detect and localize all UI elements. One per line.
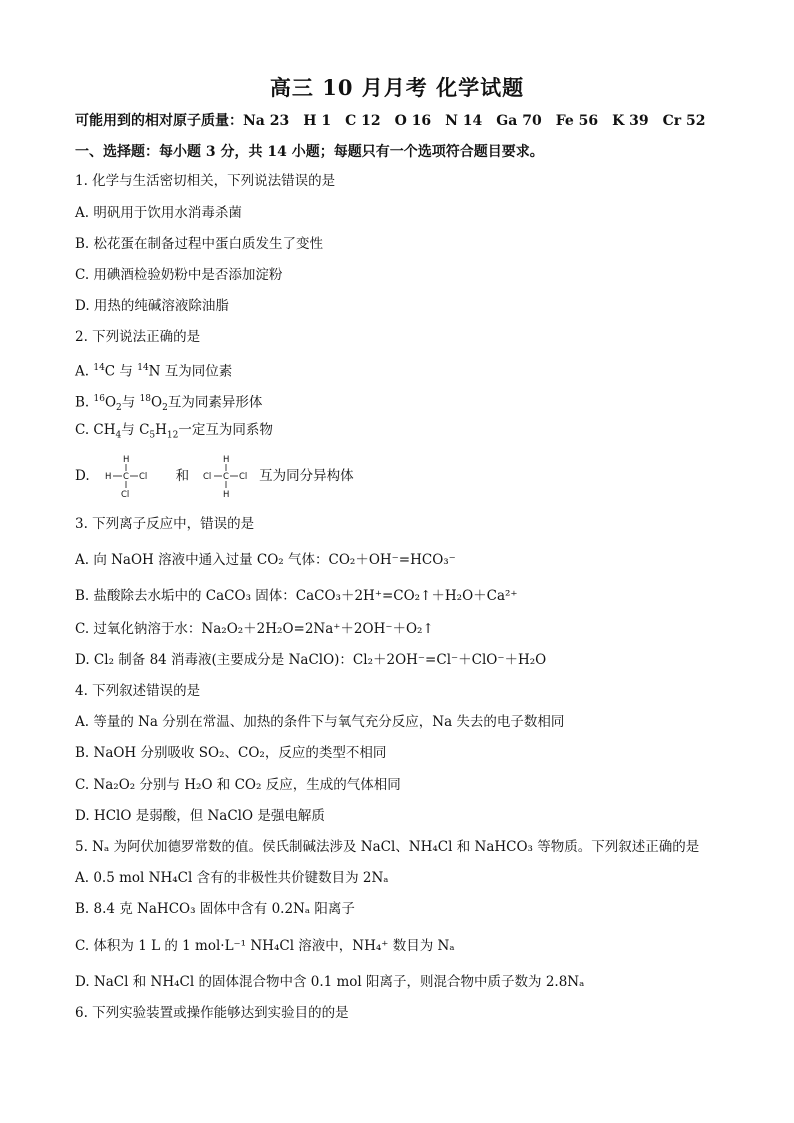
- atomic-mass: O 16: [394, 113, 432, 129]
- atom-cl: Cl: [138, 472, 147, 482]
- structural-formula: [203, 453, 253, 499]
- question-5-option-b: B. 8.4 克 NaHCO₃ 固体中含有 0.2Nₐ 阳离子: [75, 901, 355, 917]
- question-2-option-a: A. $^{14}$C 与 $^{14}$N 互为同位素: [75, 363, 233, 380]
- atom-cl: Cl: [203, 472, 212, 482]
- atom-h: H: [122, 455, 130, 465]
- atom-h: H: [223, 490, 230, 499]
- atom-cl: Cl: [120, 490, 129, 499]
- question-2-option-b: B. $^{16}O_2$与 $^{18}O_2$互为同素异形体: [75, 394, 263, 414]
- structure-dichloromethane-1: [104, 453, 162, 499]
- structure-dichloromethane-2: [203, 453, 253, 499]
- question-4-option-a: A. 等量的 Na 分别在常温、加热的条件下与氧气充分反应，Na 失去的电子数相同: [75, 714, 565, 730]
- atomic-mass: H 1: [303, 113, 332, 129]
- atomic-mass: Ga 70: [496, 113, 542, 129]
- question-3-stem: 3. 下列离子反应中，错误的是: [75, 516, 255, 532]
- atomic-mass: Cr 52: [662, 113, 706, 129]
- page-title: 高三 10 月月考 化学试题: [269, 75, 525, 100]
- atomic-mass: Fe 56: [555, 113, 599, 129]
- atom-cl: Cl: [239, 472, 248, 482]
- question-6-stem: 6. 下列实验装置或操作能够达到实验目的的是: [75, 1005, 349, 1021]
- question-5-option-d: D. NaCl 和 NH₄Cl 的固体混合物中含 0.1 mol 阳离子，则混合物中质子数为 2.8Nₐ: [75, 974, 585, 990]
- question-3-option-c: C. 过氧化钠溶于水：Na₂O₂＋2H₂O=2Na⁺＋2OH⁻＋O₂↑: [75, 621, 434, 637]
- atomic-masses-label: 可能用到的相对原子质量：: [75, 113, 243, 129]
- question-3-option-b: B. 盐酸除去水垢中的 CaCO₃ 固体：CaCO₃＋2H⁺=CO₂↑＋H₂O＋Ca²⁺: [75, 588, 518, 604]
- question-5-option-c: C. 体积为 1 L 的 1 mol·L⁻¹ NH₄Cl 溶液中，NH₄⁺ 数目为 Nₐ: [75, 938, 455, 954]
- question-1-option-d: D. 用热的纯碱溶液除油脂: [75, 298, 229, 314]
- question-2-option-c: C. $CH_4$与 $C_5H_{12}$一定互为同系物: [75, 422, 273, 441]
- question-4-option-c: C. Na₂O₂ 分别与 H₂O 和 CO₂ 反应，生成的气体相同: [75, 777, 401, 793]
- structural-formula: [104, 453, 162, 499]
- section-heading: 一、选择题：每小题 3 分，共 14 小题；每题只有一个选项符合题目要求。: [75, 144, 544, 160]
- question-1-stem: 1. 化学与生活密切相关，下列说法错误的是: [75, 173, 336, 189]
- question-4-stem: 4. 下列叙述错误的是: [75, 683, 201, 699]
- atomic-mass: K 39: [612, 113, 649, 129]
- question-5-option-a: A. 0.5 mol NH₄Cl 含有的非极性共价键数目为 2Nₐ: [75, 870, 389, 886]
- question-1-option-c: C. 用碘酒检验奶粉中是否添加淀粉: [75, 267, 283, 283]
- question-3-option-a: A. 向 NaOH 溶液中通入过量 CO₂ 气体：CO₂＋OH⁻=HCO₃⁻: [75, 552, 456, 568]
- atom-c: C: [122, 472, 129, 482]
- question-3-option-d: D. Cl₂ 制备 84 消毒液(主要成分是 NaClO)：Cl₂＋2OH⁻=Cl⁻＋ClO⁻＋H₂O: [75, 652, 547, 668]
- atom-h: H: [104, 472, 112, 482]
- question-4-option-b: B. NaOH 分别吸收 SO₂、CO₂，反应的类型不相同: [75, 745, 387, 761]
- atomic-mass: C 12: [345, 113, 381, 129]
- atom-c: C: [223, 472, 230, 482]
- atom-h: H: [223, 455, 230, 465]
- question-2-stem: 2. 下列说法正确的是: [75, 329, 201, 345]
- atomic-mass: N 14: [445, 113, 483, 129]
- atomic-masses: [75, 110, 720, 130]
- question-4-option-d: D. HClO 是弱酸，但 NaClO 是强电解质: [75, 808, 325, 824]
- question-2-option-d: D. H H C Cl Cl 和 H Cl C Cl H 互为同分异构体: [75, 455, 354, 499]
- atomic-mass: Na 23: [243, 113, 290, 129]
- question-1-option-b: B. 松花蛋在制备过程中蛋白质发生了变性: [75, 236, 324, 252]
- question-5-stem: 5. Nₐ 为阿伏加德罗常数的值。侯氏制碱法涉及 NaCl、NH₄Cl 和 NaHCO₃ 等物质。下列叙述正确的是: [75, 839, 700, 855]
- question-1-option-a: A. 明矾用于饮用水消毒杀菌: [75, 205, 242, 221]
